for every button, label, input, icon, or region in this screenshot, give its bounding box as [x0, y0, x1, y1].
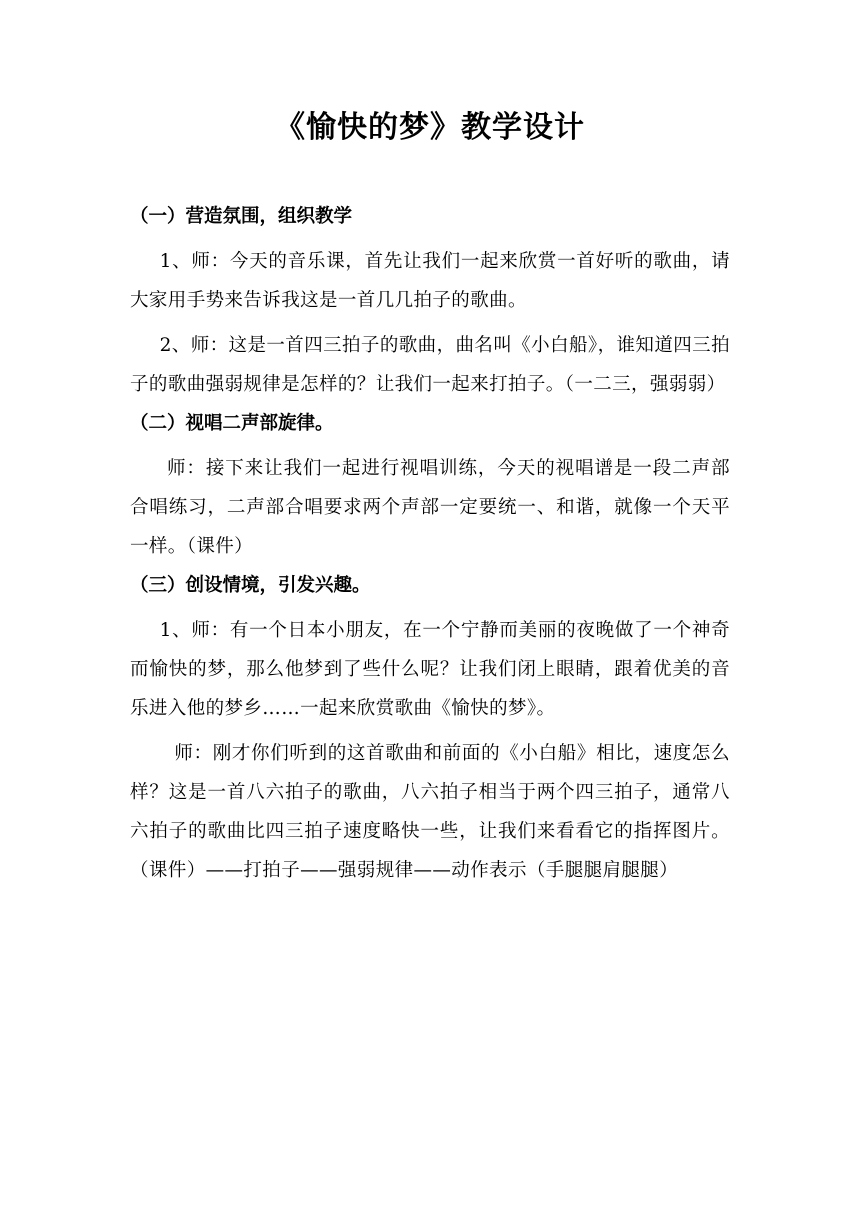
section-heading-2: （二）视唱二声部旋律。 [130, 413, 334, 434]
section-heading-1: （一）营造氛围，组织教学 [130, 206, 353, 227]
section-heading-3: （三）创设情境，引发兴趣。 [130, 575, 371, 596]
document-title: 《愉快的梦》教学设计 [275, 110, 585, 145]
section-2-paragraph-1: 师：接下来让我们一起进行视唱训练，今天的视唱谱是一段二声部合唱练习，二声部合唱要求两个声部一定要统一、和谐，就像一个天平一样。（课件） [130, 458, 730, 557]
section-1-paragraph-1: 1、师：今天的音乐课，首先让我们一起来欣赏一首好听的歌曲，请大家用手势来告诉我这是一首几几拍子的歌曲。 [130, 251, 730, 311]
section-1-paragraph-2: 2、师：这是一首四三拍子的歌曲，曲名叫《小白船》，谁知道四三拍子的歌曲强弱规律是怎样的？让我们一起来打拍子。（一二三，强弱弱） [130, 335, 730, 395]
section-3-paragraph-2: 师：刚才你们听到的这首歌曲和前面的《小白船》相比，速度怎么样？这是一首八六拍子的歌曲，八六拍子相当于两个四三拍子，通常八六拍子的歌曲比四三拍子速度略快一些，让我们来看看它的指挥图片。（课件）——打拍子——强弱规律——动作表示（手腿腿肩腿腿） [130, 743, 730, 881]
document-body [130, 197, 730, 890]
section-3-paragraph-1: 1、师：有一个日本小朋友，在一个宁静而美丽的夜晚做了一个神奇而愉快的梦，那么他梦到了些什么呢？让我们闭上眼睛，跟着优美的音乐进入他的梦乡……一起来欣赏歌曲《愉快的梦》。 [130, 620, 730, 719]
